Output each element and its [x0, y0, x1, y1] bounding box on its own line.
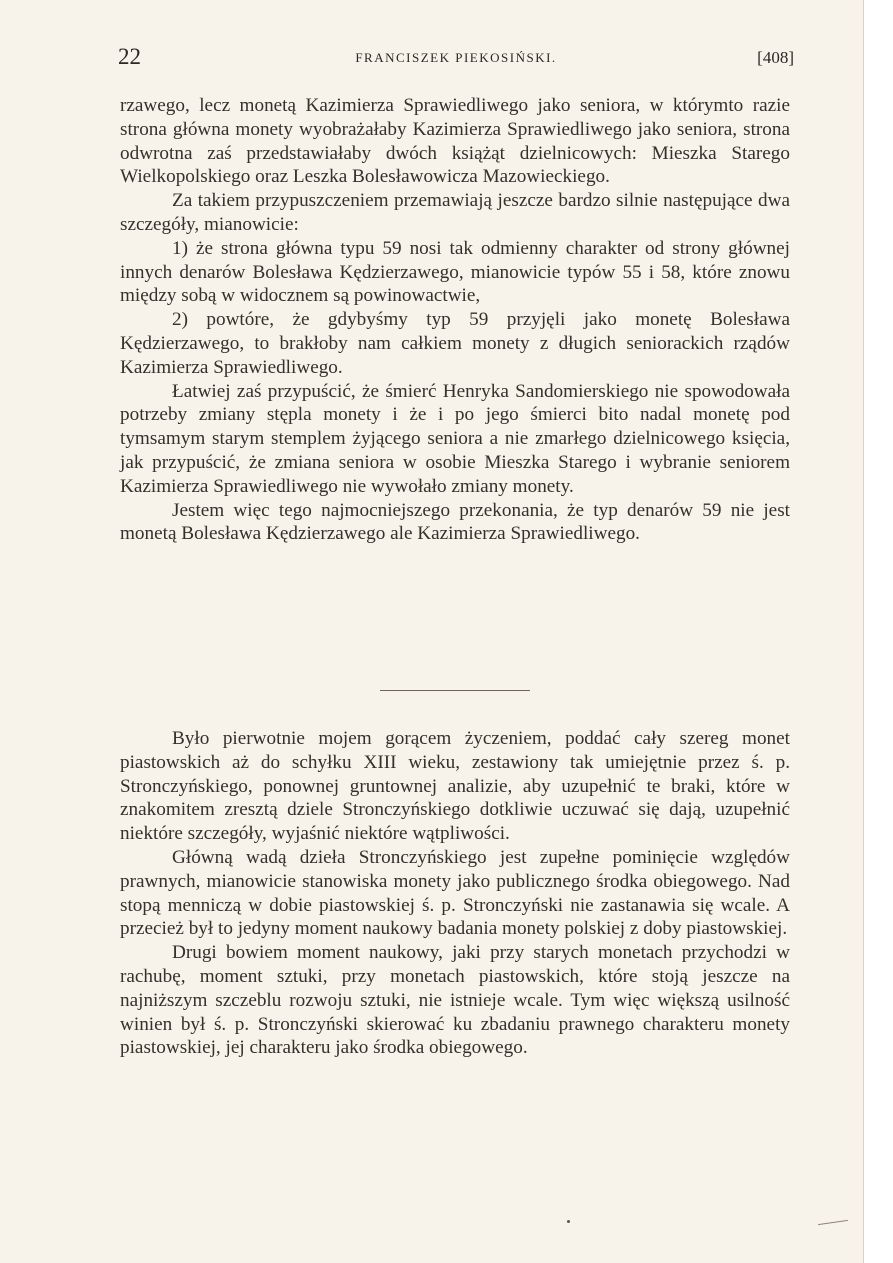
paragraph: rzawego, lecz monetą Kazimierza Sprawiedliwego jako seniora, w którymto razie strona główna monety wyobrażałaby Kazimierza Sprawiedliwego jako seniora, strona odwrotna zaś przedstawiałaby dwóch książąt dzielnicowych: Mieszka Starego Wielkopolskiego oraz Leszka Bolesławowicza Mazowieckiego.	[120, 95, 790, 188]
paragraph: Łatwiej zaś przypuścić, że śmierć Henryka Sandomierskiego nie spowodowała potrzeby zmiany stępla monety i że i po jego śmierci bito nadal monetę pod tymsamym starym stemplem żyjącego seniora a nie zmarłego dzielnicowego księcia, jak przypuścić, że zmiana seniora w osobie Mieszka Starego i wybranie seniorem Kazimierza Sprawiedliwego nie wywołało zmiany monety.	[120, 380, 790, 497]
paragraph: Było pierwotnie mojem gorącem życzeniem, poddać cały szereg monet piastowskich aż do schyłku XIII wieku, zestawiony tak umiejętnie przez ś. p. Stronczyńskiego, ponownej gruntownej analizie, aby uzupełnić te braki, które w znakomitem zresztą dziele Stronczyńskiego dotkliwie uczuwać się dają, uzupełnić niektóre szczegóły, wyjaśnić niektóre wątpliwości.	[120, 728, 790, 845]
section-reference: [408]	[757, 48, 794, 67]
paragraph: Za takiem przypuszczeniem przemawiają jeszcze bardzo silnie następujące dwa szczegóły, mianowicie:	[120, 190, 790, 235]
paragraph: 2) powtóre, że gdybyśmy typ 59 przyjęli jako monetę Bolesława Kędzierzawego, to brakłoby nam całkiem monety z długich seniorackich rządów Kazimierza Sprawiedliwego.	[120, 309, 790, 378]
paragraph: Jestem więc tego najmocniejszego przekonania, że typ denarów 59 nie jest monetą Bolesława Kędzierzawego ale Kazimierza Sprawiedliwego.	[120, 499, 790, 545]
page-mark	[818, 1220, 848, 1225]
paragraph: 1) że strona główna typu 59 nosi tak odmienny charakter od strony głównej innych denarów Bolesława Kędzierzawego, mianowicie typów 55 i 58, które znowu między sobą w widocznem są powinowactwie,	[120, 237, 790, 307]
text-block-lower	[120, 727, 790, 1060]
paragraph: Drugi bowiem moment naukowy, jaki przy starych monetach przychodzi w rachubę, moment sztuki, przy monetach piastowskich, które stoją jeszcze na najniższym szczeblu rozwoju sztuki, nie istnieje wcale. Tym więc większą usilność winien był ś. p. Stronczyński skierować ku zbadaniu prawnego charakteru monety piastowskiej, jej charakteru jako środka obiegowego.	[120, 942, 790, 1059]
running-title: FRANCISZEK PIEKOSIŃSKI.	[355, 50, 557, 65]
text-block-upper	[120, 94, 790, 546]
paragraph: Główną wadą dzieła Stronczyńskiego jest zupełne pominięcie względów prawnych, mianowicie stanowiska monety jako publicznego środka obiegowego. Nad stopą menniczą w dobie piastowskiej ś. p. Stronczyński nie zastanawia się wcale. A przecież był to jedyny moment naukowy badania monety polskiej z doby piastowskiej.	[120, 846, 790, 940]
page-header	[118, 40, 794, 76]
page-number: 22	[118, 44, 141, 69]
ink-speck	[567, 1220, 570, 1223]
section-divider	[380, 690, 530, 691]
